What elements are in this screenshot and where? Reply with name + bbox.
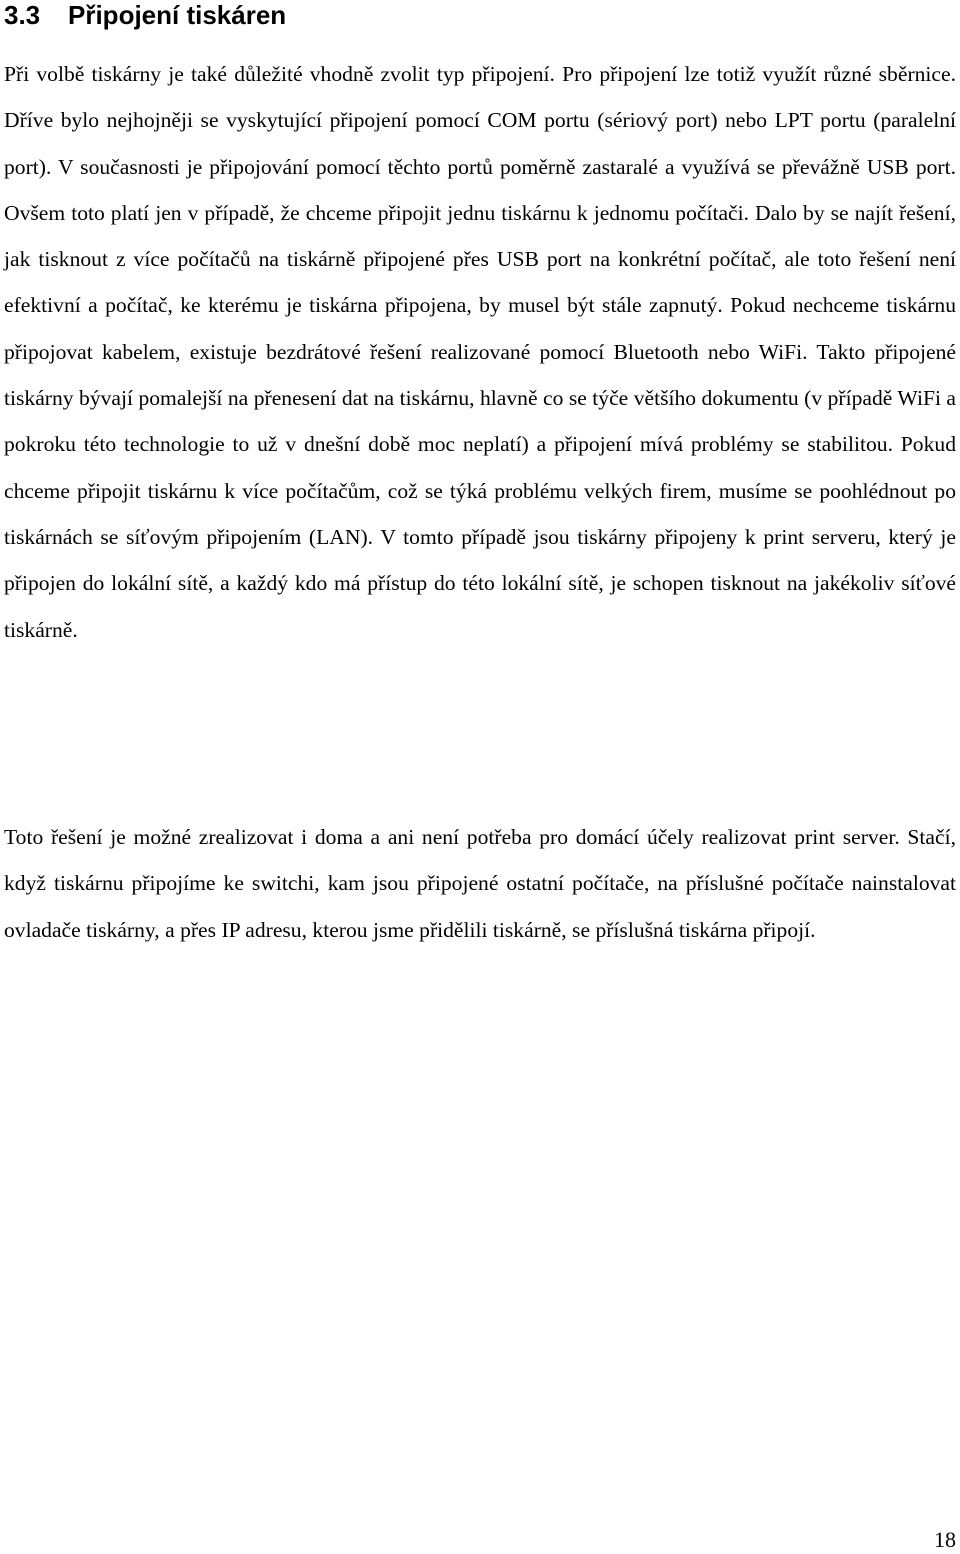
page-number: 18 — [934, 1527, 956, 1552]
paragraph-home-solution: Toto řešení je možné zrealizovat i doma a ani není potřeba pro domácí účely realizovat print server. Stačí, když tiskárnu připojíme ke switchi, kam jsou připojené ostatní počítače, na příslušné počítače nainstalovat ovladače tiskárny, a přes IP adresu, kterou jsme přidělili tiskárně, se příslušná tiskárna připojí. — [4, 825, 956, 942]
section-title: Připojení tiskáren — [68, 0, 287, 30]
paragraph-printer-connections: Při volbě tiskárny je také důležité vhodně zvolit typ připojení. Pro připojení lze totiž využít různé sběrnice. Dříve bylo nejhojněji se vyskytující připojení pomocí COM portu (sériový port) nebo LPT portu (paralelní port). V současnosti je připojování pomocí těchto portů poměrně zastaralé a využívá se převážně USB port. Ovšem toto platí jen v případě, že chceme připojit jednu tiskárnu k jednomu počítači. Dalo by se najít řešení, jak tisknout z více počítačů na tiskárně připojené přes USB port na konkrétní počítač, ale toto řešení není efektivní a počítač, ke kterému je tiskárna připojena, by musel být stále zapnutý. Pokud nechceme tiskárnu připojovat kabelem, existuje bezdrátové řešení realizované pomocí Bluetooth nebo WiFi. Takto připojené tiskárny bývají pomalejší na přenesení dat na tiskárnu, hlavně co se týče většího dokumentu (v případě WiFi a pokroku této technologie to už v dnešní době moc neplatí) a připojení mívá problémy se stabilitou. Pokud chceme připojit tiskárnu k více počítačům, což se týká problému velkých firem, musíme se poohlédnout po tiskárnách se síťovým připojením (LAN). V tomto případě jsou tiskárny připojeny k print serveru, který je připojen do lokální sítě, a každý kdo má přístup do této lokální sítě, je schopen tisknout na jakékoliv síťové tiskárně. — [4, 62, 956, 642]
section-heading — [4, 0, 286, 30]
section-number: 3.3 — [4, 0, 41, 30]
